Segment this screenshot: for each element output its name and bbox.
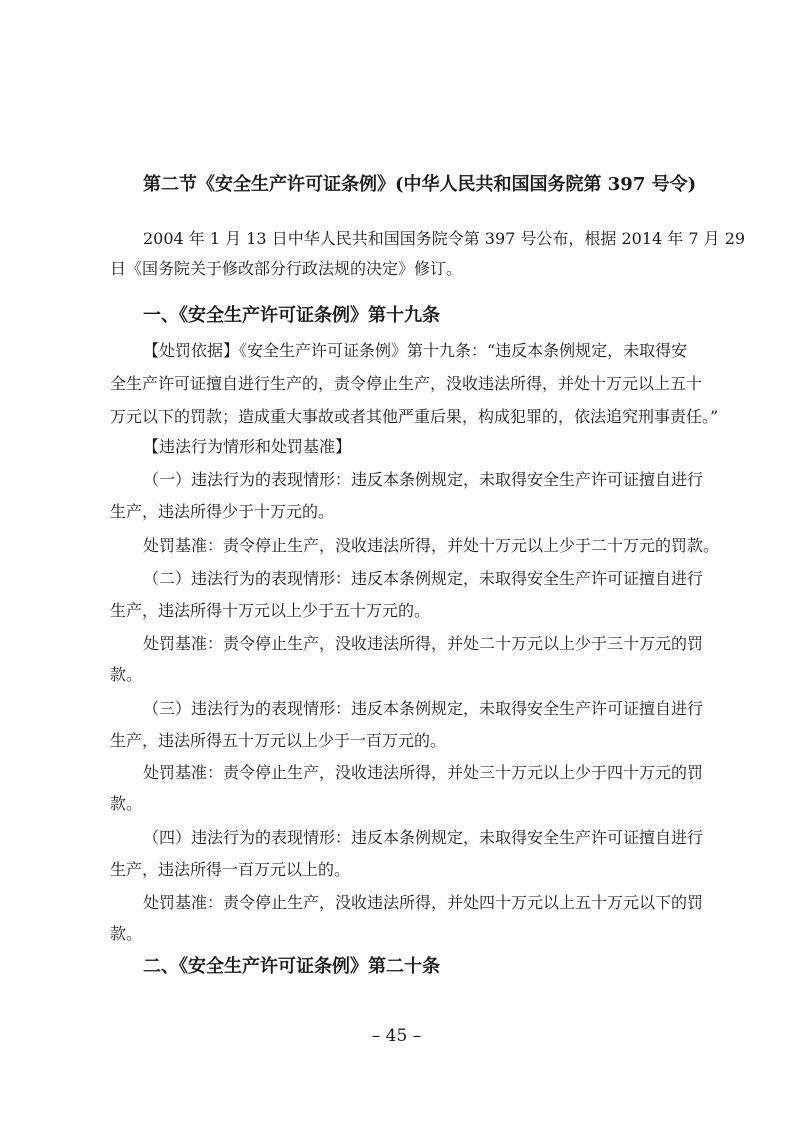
case-3-line-1: （三）违法行为的表现情形：违反本条例规定，未取得安全生产许可证擅自进行 [143, 699, 704, 718]
penalty-3-line-2: 款。 [110, 794, 143, 813]
intro-line-1: 2004 年 1 月 13 日中华人民共和国国务院令第 397 号公布，根据 2014 年 7 月 29 [143, 229, 746, 248]
case-2-line-1: （二）违法行为的表现情形：违反本条例规定，未取得安全生产许可证擅自进行 [143, 569, 704, 588]
case-3-line-2: 生产，违法所得五十万元以上少于一百万元的。 [110, 731, 447, 750]
page-number: – 45 – [371, 1026, 422, 1046]
case-2-line-2: 生产，违法所得十万元以上少于五十万元的。 [110, 601, 431, 620]
basis-line-2: 全生产许可证擅自进行生产的，责令停止生产，没收违法所得，并处十万元以上五十 [110, 374, 703, 393]
penalty-2-line-2: 款。 [110, 665, 143, 684]
penalty-1-line-1: 处罚基准：责令停止生产，没收违法所得，并处十万元以上少于二十万元的罚款。 [143, 536, 720, 555]
section-title: 第二节《安全生产许可证条例》(中华人民共和国国务院第 397 号令) [143, 174, 697, 195]
case-4-line-2: 生产，违法所得一百万元以上的。 [110, 860, 351, 879]
case-1-line-2: 生产，违法所得少于十万元的。 [110, 502, 335, 521]
intro-line-2: 日《国务院关于修改部分行政法规的决定》修订。 [110, 259, 463, 278]
basis-line-3: 万元以下的罚款；造成重大事故或者其他严重后果，构成犯罪的，依法追究刑事责任。” [110, 407, 719, 426]
penalty-2-line-1: 处罚基准：责令停止生产，没收违法所得，并处二十万元以上少于三十万元的罚 [143, 634, 704, 653]
heading-article-19: 一、《安全生产许可证条例》第十九条 [143, 305, 440, 326]
case-1-line-1: （一）违法行为的表现情形：违反本条例规定，未取得安全生产许可证擅自进行 [143, 470, 704, 489]
standards-label: 【违法行为情形和处罚基准】 [143, 437, 352, 456]
case-4-line-1: （四）违法行为的表现情形：违反本条例规定，未取得安全生产许可证擅自进行 [143, 828, 704, 847]
penalty-4-line-2: 款。 [110, 924, 143, 943]
basis-line-1: 【处罚依据】《安全生产许可证条例》第十九条：“违反本条例规定，未取得安 [143, 341, 688, 360]
penalty-4-line-1: 处罚基准：责令停止生产，没收违法所得，并处四十万元以上五十万元以下的罚 [143, 893, 704, 912]
penalty-3-line-1: 处罚基准：责令停止生产，没收违法所得，并处三十万元以上少于四十万元的罚 [143, 763, 704, 782]
heading-article-20: 二、《安全生产许可证条例》第二十条 [143, 956, 440, 977]
